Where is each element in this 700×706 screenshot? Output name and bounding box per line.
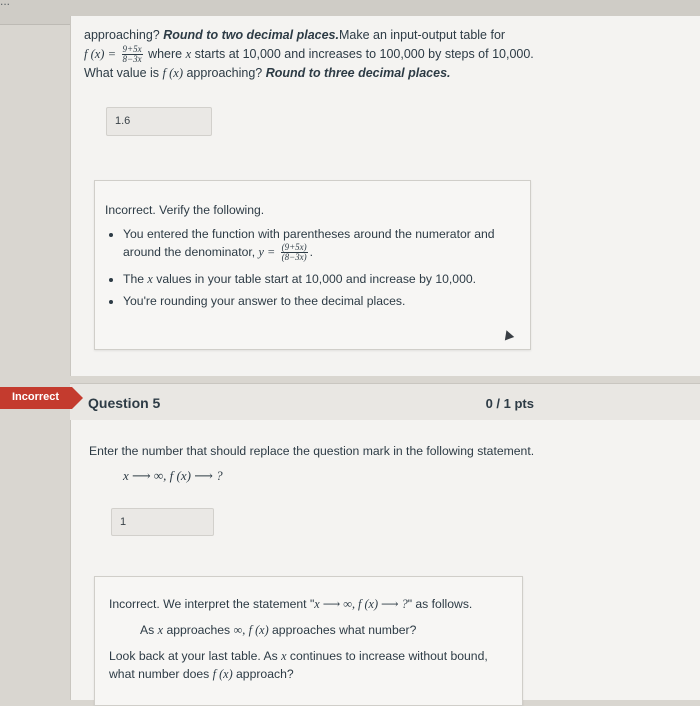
question-5-header	[70, 383, 700, 423]
q5-feedback-line1	[109, 595, 510, 613]
q4-feedback-den: (8−3x)	[281, 252, 307, 263]
q4-feedback-b1-end: .	[309, 245, 314, 259]
q5-feedback-line3-fx: f (x)	[212, 667, 233, 681]
q5-answer-input[interactable]	[111, 508, 214, 536]
question-5-title: Question 5	[88, 395, 161, 411]
q4-answer-value: 1.6	[115, 115, 131, 127]
q4-frac-den: 8−3x	[122, 54, 142, 65]
q4-feedback-b2-b: values in your table start at 10,000 and increase by 10,000.	[156, 272, 477, 287]
q4-frac-num: 9+5x	[122, 44, 142, 55]
q4-feedback-b3: You're rounding your answer to thee decimal places.	[123, 294, 406, 309]
q5-feedback-box	[94, 576, 523, 706]
q4-feedback-item	[123, 270, 518, 288]
q5-feedback-line2-var: x	[157, 623, 164, 637]
q5-feedback-line2-c: approaches what number?	[272, 623, 417, 637]
q4-line3-a: What value is	[84, 66, 160, 81]
question-5-statement: x ⟶ ∞, f (x) ⟶ ?	[123, 468, 223, 483]
q4-line2-var: x	[185, 47, 192, 61]
q5-feedback-line3-c: approach?	[236, 667, 294, 681]
q4-line3-b: approaching?	[186, 66, 263, 81]
q4-feedback-item	[123, 225, 518, 262]
q5-feedback-line3-b: continues to increase without bound, what number does	[109, 649, 488, 681]
badge-label: Incorrect	[12, 391, 60, 403]
q5-answer-value: 1	[120, 516, 127, 528]
q5-feedback-line2-fx: f (x)	[248, 623, 269, 637]
q4-answer-input[interactable]	[106, 107, 212, 136]
q5-feedback-line2	[109, 621, 510, 639]
q5-feedback-line3	[109, 647, 509, 683]
q4-line3-fx: f (x)	[162, 66, 183, 81]
q4-line3-c: Round to three decimal places.	[265, 66, 451, 81]
q4-feedback-b1-y: y =	[258, 245, 276, 259]
question-4-text	[84, 26, 604, 83]
question-5-prompt: Enter the number that should replace the question mark in the following statement.	[89, 444, 535, 458]
q4-line1-c: Make an input-output table for	[338, 28, 506, 42]
q5-feedback-line1-b: " as follows.	[407, 597, 473, 611]
q4-feedback-item	[123, 292, 518, 310]
q5-feedback-line2-a: As	[140, 623, 155, 637]
question-5-points: 0 / 1 pts	[485, 396, 534, 411]
q4-line1-a: approaching?	[84, 28, 160, 42]
q4-feedback-list	[105, 225, 518, 310]
breadcrumb: ...	[0, 0, 11, 8]
q4-line1-b: Round to two decimal places.	[163, 28, 339, 42]
q4-feedback-num: (9+5x)	[281, 242, 307, 253]
q4-fx: f (x) =	[84, 47, 117, 61]
q4-feedback-fraction	[281, 243, 308, 262]
q5-feedback-line3-a: Look back at your last table. As	[109, 649, 278, 663]
q5-feedback-line1-math: x ⟶ ∞, f (x) ⟶ ?	[314, 597, 408, 611]
q4-feedback-box	[94, 180, 531, 350]
q4-feedback-b2-var: x	[147, 272, 153, 287]
q4-fraction	[122, 45, 143, 64]
q4-line2-a: where	[148, 47, 183, 61]
q5-feedback-line1-a: Incorrect. We interpret the statement "	[109, 597, 315, 611]
incorrect-badge	[0, 387, 86, 409]
q5-feedback-line2-b: approaches	[166, 623, 231, 637]
q4-feedback-b1-text: You entered the function with parentheses around the numerator and around the denominator,	[123, 227, 495, 259]
q5-feedback-line3-var: x	[281, 649, 287, 663]
q4-feedback-heading: Incorrect. Verify the following.	[105, 203, 265, 217]
q4-line2-b: starts at 10,000 and increases to 100,000 by steps of 10,000.	[194, 47, 534, 61]
q4-feedback-b2-a: The	[123, 272, 145, 287]
infinity-symbol: ∞,	[233, 623, 246, 637]
badge-arrow-icon	[72, 387, 83, 409]
